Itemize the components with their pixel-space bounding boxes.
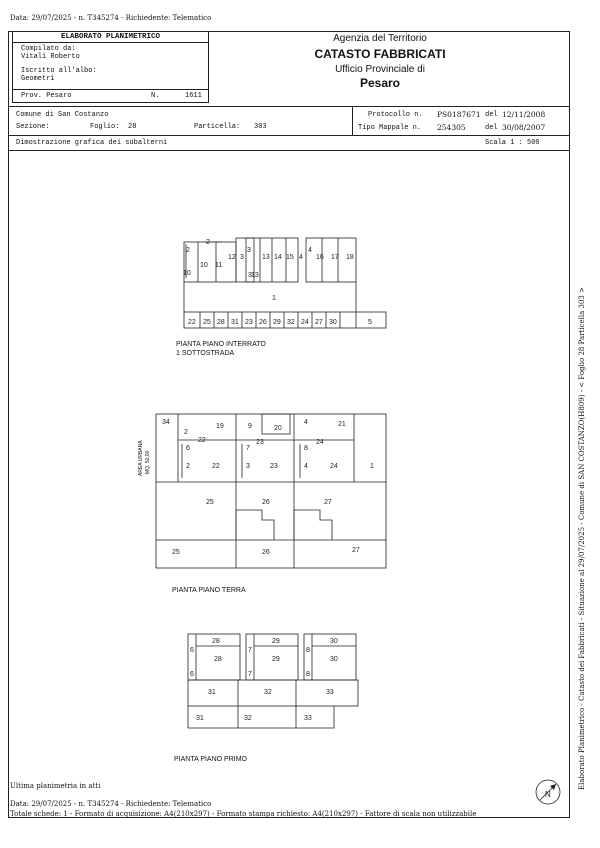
terra-label-20: 20 [274,425,282,432]
protocollo-del-value: 12/11/2008 [502,110,546,119]
agency-line4: Pesaro [359,76,401,90]
protocollo-value: PS0187671 [437,110,481,119]
terra-label-27-top: 27 [324,499,332,506]
interrato-label-28: 28 [217,319,225,326]
interrato-label-3a: 3 [247,247,251,254]
terra-label-24-top: 24 [316,439,324,446]
terra-label-26-top: 26 [262,499,270,506]
comune: Comune di San Costanzo [16,111,109,119]
header-top-line: Data: 29/07/2025 - n. T345274 - Richiedente: Telematico [10,14,212,22]
compilato-label: Compilato da: [21,45,76,53]
tipo-mappale-del-label: del [485,124,498,132]
scala-label: Scala 1 : 500 [485,139,540,147]
tipo-mappale-label: Tipo Mappale n. [358,124,422,132]
terra-label-6: 6 [186,445,190,452]
interrato-label-2b: 2 [206,239,210,246]
interrato-label-32: 32 [287,319,295,326]
caption-interrato-1: PIANTA PIANO INTERRATO [176,341,266,348]
interrato-label-13: 13 [262,254,270,261]
interrato-label-3c: 3 [248,272,252,279]
plan-primo [184,630,364,730]
compilato-name: Vitali Roberto [21,53,80,61]
agency-line3: Ufficio Provinciale di [335,64,425,75]
interrato-label-14: 14 [274,254,282,261]
interrato-label-27: 27 [315,319,323,326]
terra-label-24: 24 [330,463,338,470]
foglio-label: Foglio: [90,123,120,131]
interrato-label-4b: 4 [308,247,312,254]
agency-line1: Agenzia del Territorio [333,33,427,44]
interrato-label-17: 17 [331,254,339,261]
interrato-label-22: 22 [188,319,196,326]
interrato-label-2a: 2 [186,247,190,254]
terra-label-4b: 4 [304,463,308,470]
interrato-label-18: 18 [346,254,354,261]
terra-label-25: 25 [172,549,180,556]
terra-label-9: 9 [248,423,252,430]
terra-label-19: 19 [216,423,224,430]
primo-label-29: 29 [272,656,280,663]
interrato-label-3b: 3 [240,254,244,261]
interrato-label-11: 11 [215,262,223,269]
terra-label-2b: 2 [186,463,190,470]
interrato-label-25: 25 [203,319,211,326]
terra-label-22: 22 [212,463,220,470]
svg-text:N: N [545,790,551,799]
terra-label-21: 21 [338,421,346,428]
interrato-label-4a: 4 [299,254,303,261]
primo-label-6a: 6 [190,647,194,654]
plan-terra [154,410,390,572]
interrato-label-26: 26 [259,319,267,326]
protocollo-del-label: del [485,111,498,119]
interrato-label-13b: 13 [251,272,259,279]
dimostrazione-label: Dimostrazione grafica dei subalterni [16,139,168,147]
footer-line2: Totale schede: 1 - Formato di acquisizione: A4(210x297) - Formato stampa richiesto: A4(210x297) - Fattore di scala non utilizzabile [10,810,477,818]
terra-label-23-top: 23 [256,439,264,446]
sezione-label: Sezione: [16,123,50,131]
caption-primo: PIANTA PIANO PRIMO [174,756,247,763]
interrato-label-12: 12 [228,254,236,261]
primo-label-8b: 8 [306,671,310,678]
terra-label-22-top: 22 [198,437,206,444]
primo-label-30: 30 [330,656,338,663]
terra-label-34: 34 [162,419,170,426]
interrato-label-10a: 10 [183,270,191,277]
terra-label-7: 7 [246,445,250,452]
primo-label-29-top: 29 [272,638,280,645]
elaborato-box [12,31,209,103]
protocollo-label: Protocollo n. [368,111,423,119]
primo-label-30-top: 30 [330,638,338,645]
interrato-label-15: 15 [286,254,294,261]
primo-label-31: 31 [196,715,204,722]
interrato-label-1: 1 [272,295,276,302]
interrato-label-29: 29 [273,319,281,326]
elaborato-title: ELABORATO PLANIMETRICO [13,32,208,43]
footer-line1: Data: 29/07/2025 - n. T345274 - Richiedente: Telematico [10,800,212,808]
iscritto-value: Geometri [21,75,55,83]
albo-n-value: 1611 [185,92,202,100]
terra-label-1: 1 [370,463,374,470]
primo-label-32-top: 32 [264,689,272,696]
interrato-label-31: 31 [231,319,239,326]
particella-value: 303 [254,123,267,131]
tipo-mappale-del-value: 30/08/2007 [502,123,546,132]
interrato-label-30: 30 [329,319,337,326]
primo-label-33-top: 33 [326,689,334,696]
caption-terra: PIANTA PIANO TERRA [172,587,246,594]
plan-interrato [176,232,390,332]
terra-label-23: 23 [270,463,278,470]
primo-label-31-top: 31 [208,689,216,696]
primo-label-7a: 7 [248,647,252,654]
iscritto-label: Iscritto all'albo: [21,67,97,75]
ultima-planimetria: Ultima planimetria in atti [10,782,101,790]
terra-label-8: 8 [304,445,308,452]
particella-label: Particella: [194,123,241,131]
primo-label-33: 33 [304,715,312,722]
primo-label-32: 32 [244,715,252,722]
side-vertical-text: Elaborato Planimetrico - Catasto dei Fabbricati - Situazione al 29/07/2025 - Comune di SAN COSTANZO(H809) - < Foglio 28 Particella 303 > [578,287,586,790]
caption-interrato-2: 1 SOTTOSTRADA [176,350,235,357]
north-arrow-icon [534,778,562,806]
primo-label-8a: 8 [306,647,310,654]
tipo-mappale-value: 254305 [437,123,466,132]
interrato-label-16: 16 [316,254,324,261]
terra-label-27: 27 [352,547,360,554]
primo-label-28-top: 28 [212,638,220,645]
albo-n-label: N. [151,92,160,100]
area-urbana-label: AREA URBANA [138,440,144,476]
interrato-label-23: 23 [245,319,253,326]
terra-label-4: 4 [304,419,308,426]
terra-label-26: 26 [262,549,270,556]
area-urbana-mq: MQ. 50,00 [145,450,151,474]
terra-label-3: 3 [246,463,250,470]
foglio-value: 28 [128,123,137,131]
prov-label: Prov. Pesaro [21,92,72,100]
terra-label-25-top: 25 [206,499,214,506]
terra-label-2: 2 [184,429,188,436]
primo-label-28: 28 [214,656,222,663]
interrato-label-5: 5 [368,319,372,326]
primo-label-7b: 7 [248,671,252,678]
interrato-label-10b: 10 [200,262,208,269]
agency-line2: CATASTO FABBRICATI [314,47,446,61]
primo-label-6b: 6 [190,671,194,678]
interrato-label-24: 24 [301,319,309,326]
